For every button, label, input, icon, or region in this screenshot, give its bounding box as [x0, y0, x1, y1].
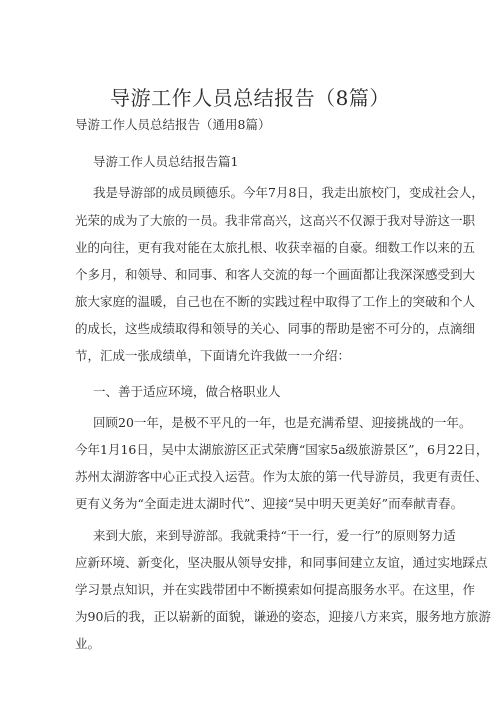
paragraph-line: 苏州太湖游客中心正式投入运营。作为太旅的第一代导游员，我更有责任、: [75, 469, 488, 484]
paragraph-line: 业的向往，更有我对能在太旅扎根、收获幸福的自豪。细数工作以来的五: [75, 240, 476, 255]
paragraph-line: 业。: [75, 636, 101, 651]
paragraph-line: 节，汇成一张成绩单，下面请允许我做一一介绍：: [75, 348, 351, 363]
paragraph-line: 个多月，和领导、和同事、和客人交流的每一个画面都让我深深感受到大: [75, 267, 476, 282]
paragraph-line: 学习景点知识，并在实践带团中不断摸索如何提高服务水平。在这里，作: [75, 582, 476, 597]
paragraph-line: 回顾20一年，是极不平凡的一年，也是充满希望、迎接挑战的一年。: [93, 415, 472, 430]
paragraph-line: 的成长，这些成绩取得和领导的关心、同事的帮助是密不可分的，点滴细: [75, 321, 476, 336]
paragraph-line: 来到大旅，来到导游部。我就秉持“干一行，爱一行”的原则努力适: [93, 528, 456, 543]
paragraph-line: 我是导游部的成员顾德乐。今年7月8日，我走出旅校门，变成社会人，: [93, 185, 484, 200]
paragraph-line: 今年1月16日，吴中太湖旅游区正式荣膺“国家5a级旅游景区”，6月22日，: [75, 442, 489, 457]
paragraph-line: 旅大家庭的温暖，自己也在不断的实践过程中取得了工作上的突破和个人: [75, 294, 476, 309]
section-heading: 导游工作人员总结报告篇1: [93, 154, 239, 169]
document-subtitle: 导游工作人员总结报告（通用8篇）: [75, 117, 271, 132]
paragraph-line: 应新环境、新变化，坚决服从领导安排，和同事间建立友谊，通过实地踩点: [75, 555, 488, 570]
paragraph-line: 为90后的我，正以崭新的面貌，谦逊的姿态，迎接八方来宾，服务地方旅游: [75, 609, 491, 624]
document-title: 导游工作人员总结报告（8篇）: [110, 86, 390, 110]
point-heading: 一、善于适应环境，做合格职业人: [93, 384, 281, 399]
paragraph-line: 光荣的成为了大旅的一员。我非常高兴，这高兴不仅源于我对导游这一职: [75, 213, 476, 228]
paragraph-line: 更有义务为“全面走进太湖时代”、迎接“吴中明天更美好”而奉献青春。: [75, 496, 464, 511]
